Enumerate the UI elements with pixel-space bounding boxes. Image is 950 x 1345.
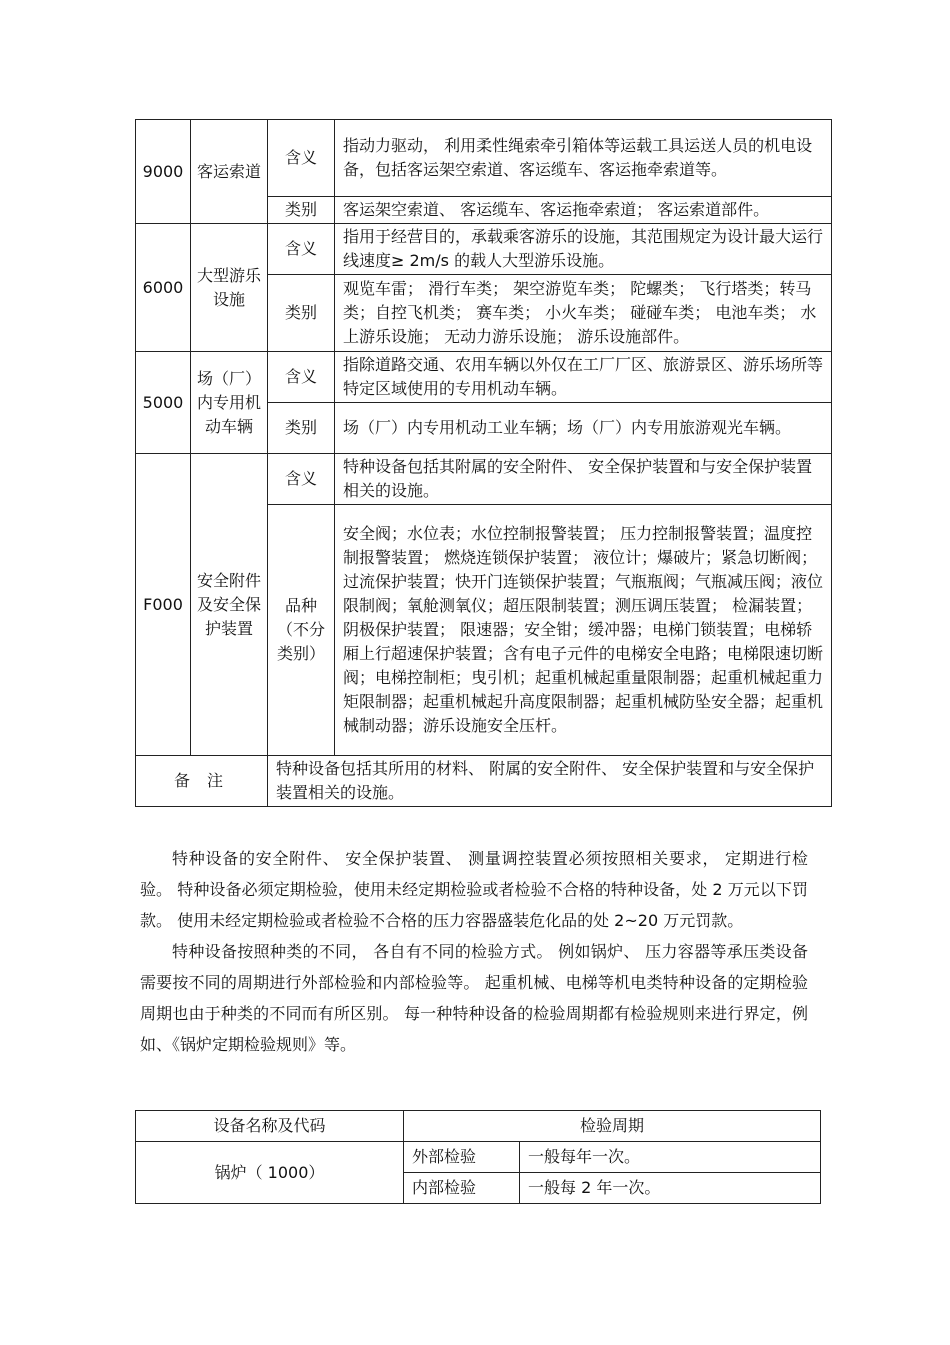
category-label: 类别 <box>268 403 335 454</box>
external-inspection-label: 外部检验 <box>404 1142 520 1173</box>
note-label: 备 注 <box>136 756 268 807</box>
meaning-label: 含义 <box>268 224 335 275</box>
external-inspection-value: 一般每年一次。 <box>520 1142 821 1173</box>
internal-inspection-value: 一般每 2 年一次。 <box>520 1173 821 1204</box>
category-text: 场（厂）内专用机动工业车辆；场（厂）内专用旅游观光车辆。 <box>335 403 832 454</box>
meaning-label: 含义 <box>268 120 335 197</box>
name-cell: 安全附件及安全保护装置 <box>191 454 268 756</box>
header-inspection-period: 检验周期 <box>404 1111 821 1142</box>
category-label: 品种（不分类别） <box>268 505 335 756</box>
code-cell: 9000 <box>136 120 191 224</box>
paragraph: 特种设备的安全附件、 安全保护装置、 测量调控装置必须按照相关要求， 定期进行检验。 特种设备必须定期检验，使用未经定期检验或者检验不合格的特种设备，处 2 万元以下罚款。 使用未经定期检验或者检验不合格的压力容器盛装危化品的处 2~20 万元罚款。 <box>140 849 808 930</box>
meaning-label: 含义 <box>268 352 335 403</box>
category-label: 类别 <box>268 197 335 224</box>
internal-inspection-label: 内部检验 <box>404 1173 520 1204</box>
meaning-text: 指动力驱动， 利用柔性绳索牵引箱体等运载工具运送人员的机电设备，包括客运架空索道、客运缆车、客运拖牵索道等。 <box>335 120 832 197</box>
equipment-category-table <box>135 119 832 807</box>
meaning-text: 指除道路交通、农用车辆以外仅在工厂厂区、旅游景区、游乐场所等特定区域使用的专用机动车辆。 <box>335 352 832 403</box>
meaning-text: 指用于经营目的，承载乘客游乐的设施，其范围规定为设计最大运行线速度≥ 2m/s 的载人大型游乐设施。 <box>335 224 832 275</box>
meaning-text: 特种设备包括其附属的安全附件、 安全保护装置和与安全保护装置相关的设施。 <box>335 454 832 505</box>
category-text: 观览车雷； 滑行车类； 架空游览车类； 陀螺类； 飞行塔类；转马类；自控飞机类； 赛车类； 小火车类； 碰碰车类； 电池车类； 水上游乐设施； 无动力游乐设施； 游乐设施部件。 <box>335 275 832 352</box>
paragraph: 特种设备按照种类的不同， 各自有不同的检验方式。 例如锅炉、 压力容器等承压类设备需要按不同的周期进行外部检验和内部检验等。 起重机械、电梯等机电类特种设备的定期检验周期也由于种类的不同而有所区别。 每一种特种设备的检验周期都有检验规则来进行界定，例如、《锅炉定期检验规则》等。 <box>140 942 808 1054</box>
code-cell: 5000 <box>136 352 191 454</box>
name-cell: 场（厂）内专用机动车辆 <box>191 352 268 454</box>
header-device-name: 设备名称及代码 <box>136 1111 404 1142</box>
meaning-label: 含义 <box>268 454 335 505</box>
inspection-period-table <box>135 1110 821 1204</box>
name-cell: 客运索道 <box>191 120 268 224</box>
category-text: 安全阀；水位表；水位控制报警装置； 压力控制报警装置；温度控制报警装置； 燃烧连锁保护装置； 液位计；爆破片；紧急切断阀；过流保护装置；快开门连锁保护装置；气瓶瓶阀；气瓶减压阀；液位限制阀；氧舱测氧仪；超压限制装置；测压调压装置； 检漏装置；阴极保护装置； 限速器；安全钳；缓冲器；电梯门锁装置；电梯轿厢上行超速保护装置；含有电子元件的电梯安全电路；电梯限速切断阀；电梯控制柜；曳引机；起重机械起重量限制器；起重机械起重力矩限制器；起重机械起升高度限制器；起重机械防坠安全器；起重机械制动器；游乐设施安全压杆。 <box>335 505 832 756</box>
name-cell: 大型游乐设施 <box>191 224 268 352</box>
category-text: 客运架空索道、 客运缆车、客运拖牵索道； 客运索道部件。 <box>335 197 832 224</box>
device-cell: 锅炉（ 1000） <box>136 1142 404 1204</box>
note-text: 特种设备包括其所用的材料、 附属的安全附件、 安全保护装置和与安全保护装置相关的设施。 <box>268 756 832 807</box>
body-text <box>140 843 808 1060</box>
code-cell: 6000 <box>136 224 191 352</box>
category-label: 类别 <box>268 275 335 352</box>
code-cell: F000 <box>136 454 191 756</box>
